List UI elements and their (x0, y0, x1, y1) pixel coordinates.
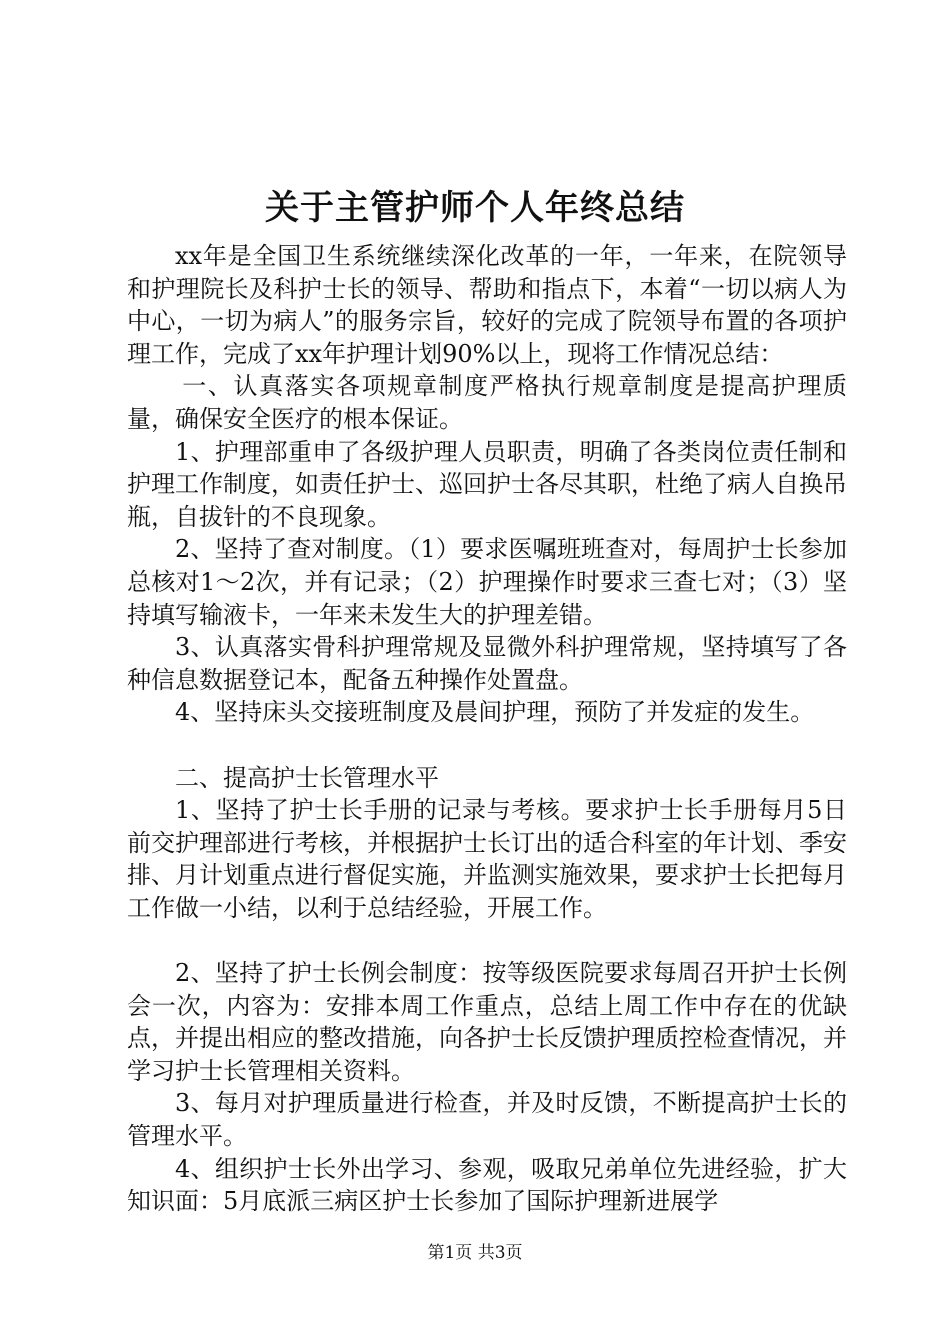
paragraph-1-4: 4、坚持床头交接班制度及晨间护理，预防了并发症的发生。 (175, 698, 815, 727)
paragraph-2-3: 3、每月对护理质量进行检查，并及时反馈，不断提高护士长的管理水平。 (127, 1089, 847, 1151)
page-title: 关于主管护师个人年终总结 (265, 188, 685, 228)
section-heading-2: 二、提高护士长管理水平 (175, 763, 439, 792)
document-body (127, 240, 847, 1218)
page-footer: 第1页 共3页 (427, 1243, 523, 1263)
paragraph-spacer (127, 729, 847, 762)
paragraph-2-4: 4、组织护士长外出学习、参观，吸取兄弟单位先进经验，扩大知识面：5月底派三病区护士长参加了国际护理新进展学 (127, 1154, 847, 1216)
paragraph-1-1: 1、护理部重申了各级护理人员职责，明确了各类岗位责任制和护理工作制度，如责任护士、巡回护士各尽其职，杜绝了病人自换吊瓶，自拔针的不良现象。 (127, 437, 847, 531)
paragraph-intro: xx年是全国卫生系统继续深化改革的一年，一年来，在院领导和护理院长及科护士长的领导、帮助和指点下，本着“一切以病人为中心，一切为病人”的服务宗旨，较好的完成了院领导布置的各项护理工作，完成了xx年护理计划90%以上，现将工作情况总结： (127, 242, 847, 368)
paragraph-1-3: 3、认真落实骨科护理常规及显微外科护理常规，坚持填写了各种信息数据登记本，配备五种操作处置盘。 (127, 633, 847, 694)
paragraph-spacer (127, 924, 847, 957)
section-heading-1: 一、认真落实各项规章制度严格执行规章制度是提高护理质量，确保安全医疗的根本保证。 (127, 372, 847, 433)
paragraph-2-2: 2、坚持了护士长例会制度：按等级医院要求每周召开护士长例会一次，内容为：安排本周工作重点，总结上周工作中存在的优缺点，并提出相应的整改措施，向各护士长反馈护理质控检查情况，并学习护士长管理相关资料。 (127, 959, 847, 1085)
paragraph-2-1: 1、坚持了护士长手册的记录与考核。要求护士长手册每月5日前交护理部进行考核，并根据护士长订出的适合科室的年计划、季安排、月计划重点进行督促实施，并监测实施效果，要求护士长把每月工作做一小结，以利于总结经验，开展工作。 (127, 796, 847, 922)
paragraph-1-2: 2、坚持了查对制度。（1）要求医嘱班班查对，每周护士长参加总核对1～2次，并有记录；（2）护理操作时要求三查七对；（3）坚持填写输液卡，一年来未发生大的护理差错。 (127, 535, 847, 629)
